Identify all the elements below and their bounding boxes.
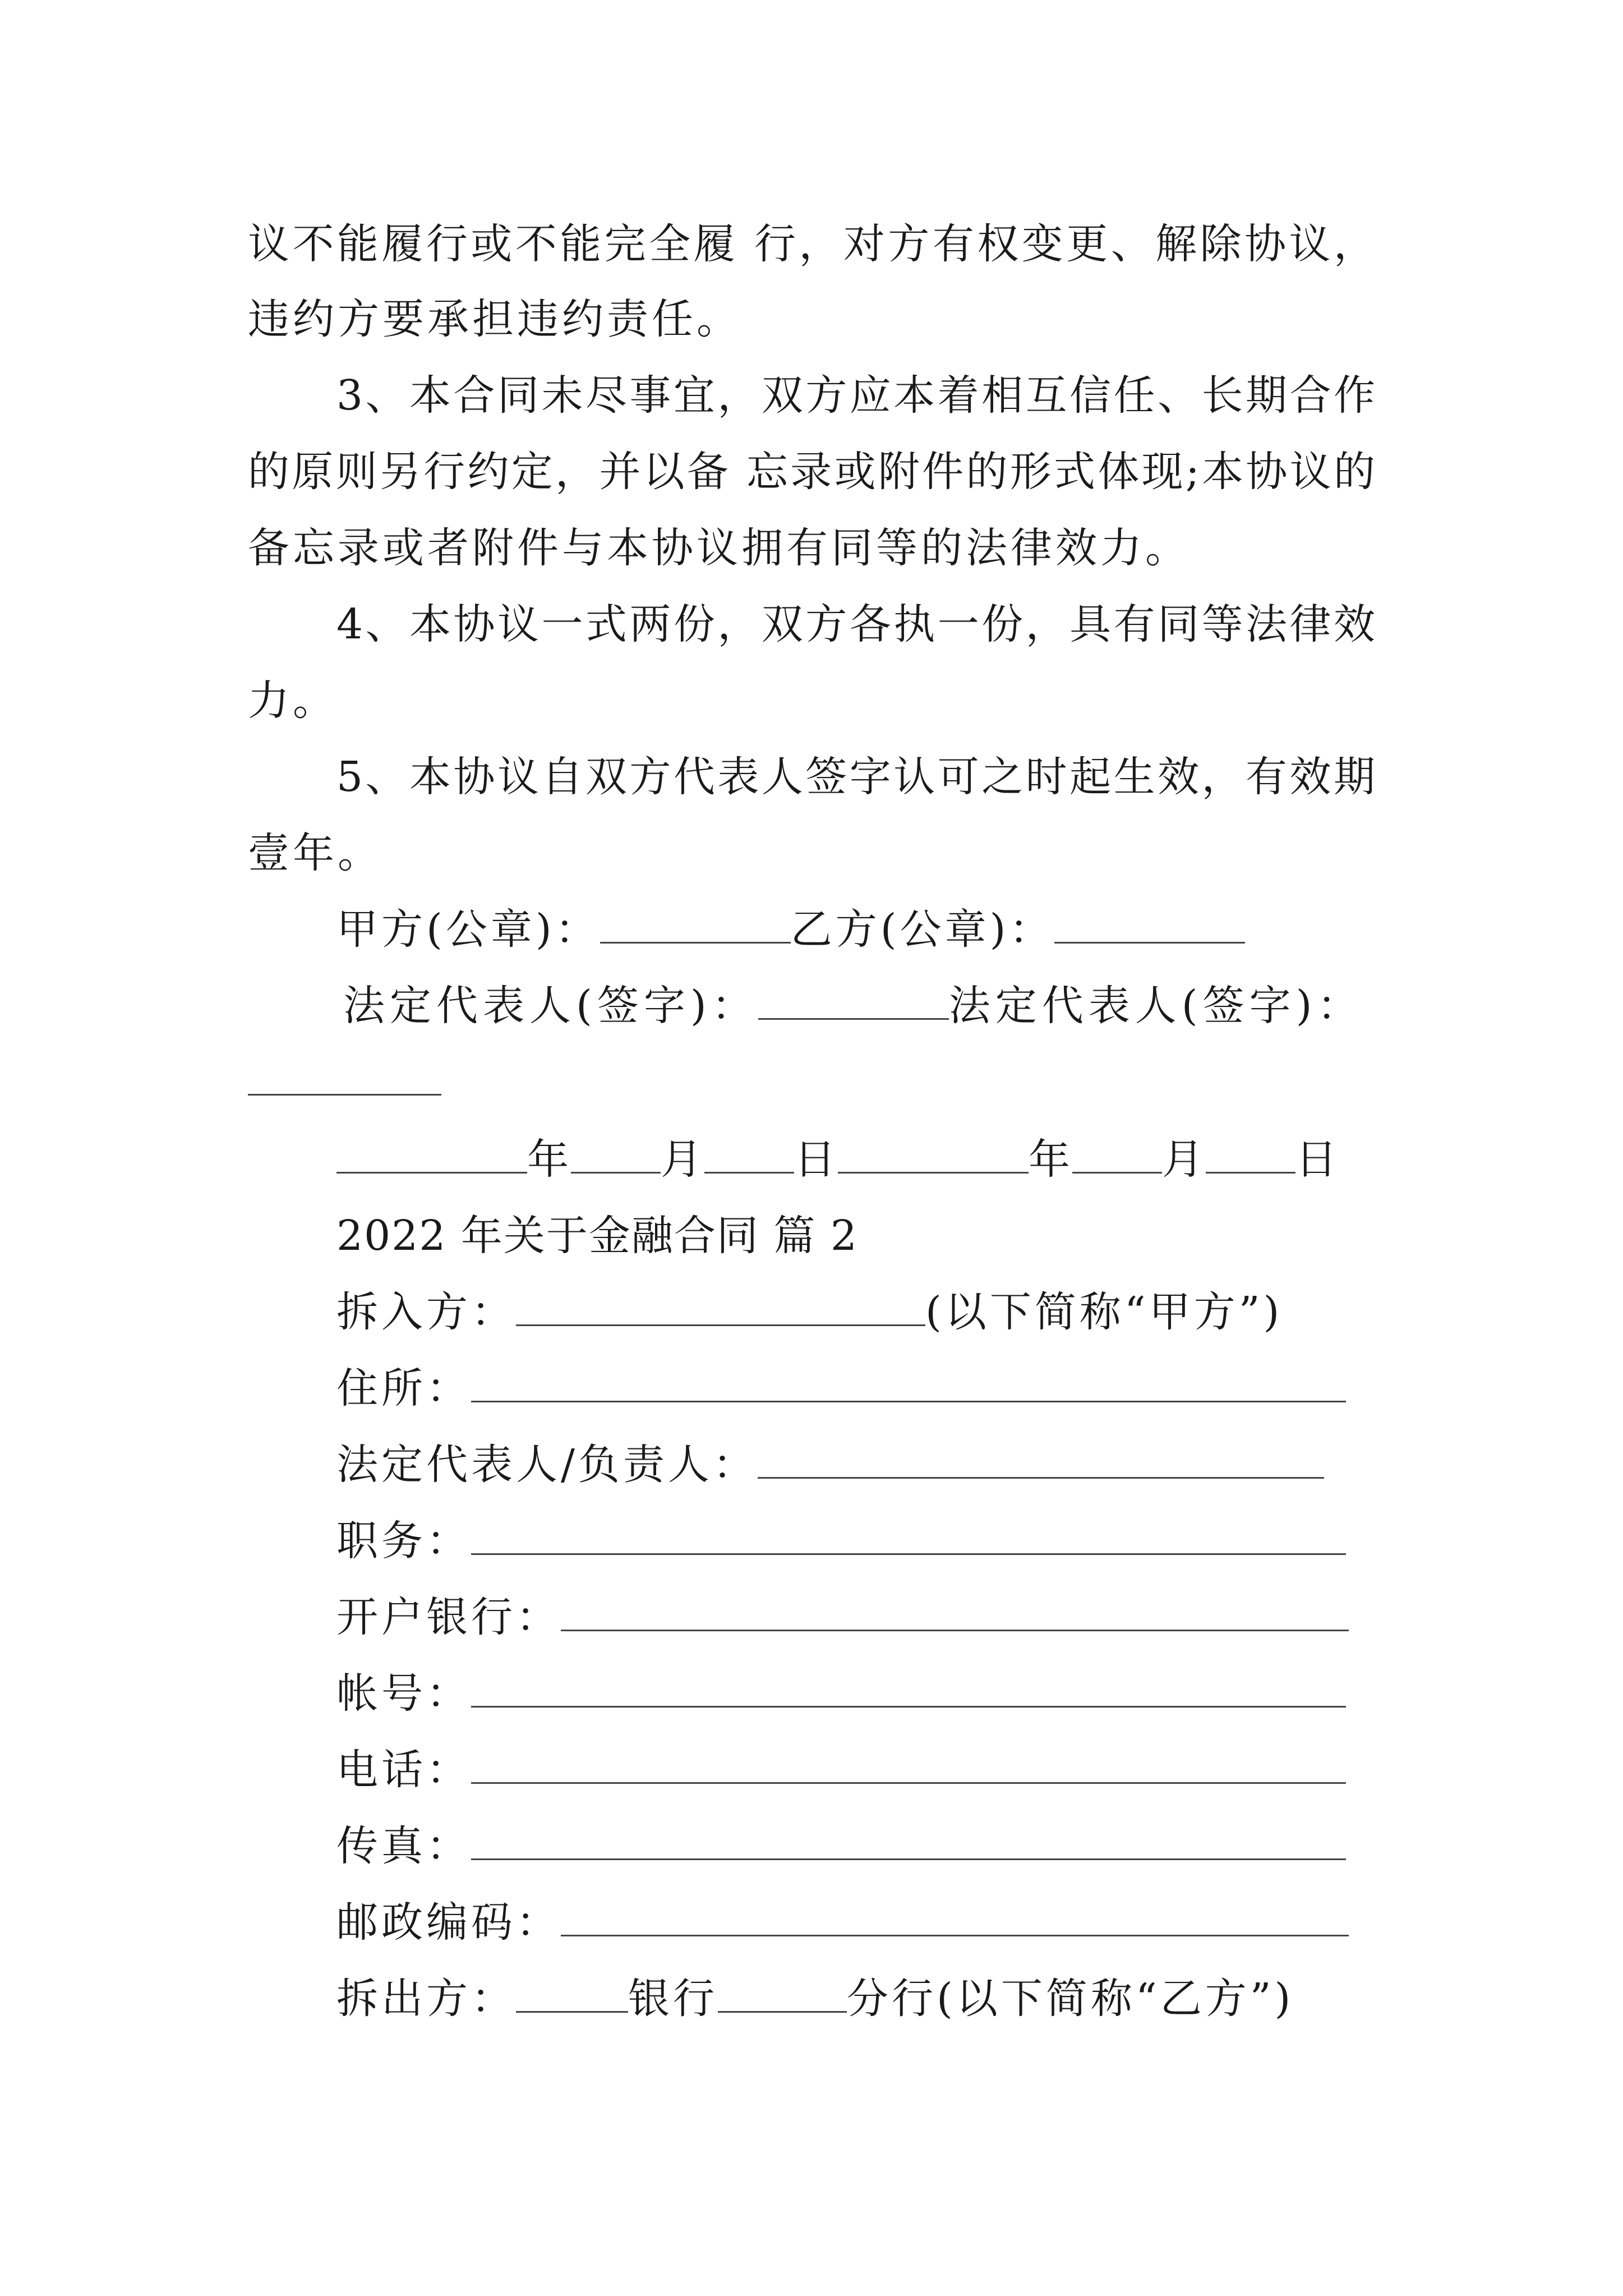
- fax-label: 传真：: [336, 1822, 471, 1870]
- rep-a-blank[interactable]: [758, 986, 949, 1020]
- bank-label: 开户银行：: [336, 1593, 561, 1641]
- account-blank[interactable]: [471, 1673, 1346, 1708]
- date-a-year-blank[interactable]: [336, 1139, 527, 1174]
- legal-rep-label: 法定代表人/负责人：: [336, 1441, 758, 1489]
- date-line: [336, 1135, 1339, 1184]
- year-label: 年: [1029, 1135, 1072, 1184]
- address-line: [336, 1364, 1346, 1412]
- lender-label: 拆出方：: [336, 1975, 516, 2023]
- clause-5-line: 壹年。: [248, 829, 382, 877]
- clause-3-line: 3、本合同未尽事宜，双方应本着相互信任、长期合作: [336, 371, 1375, 420]
- postcode-blank[interactable]: [561, 1902, 1349, 1936]
- fax-line: [336, 1822, 1346, 1870]
- party-a-seal-label: 甲方(公章)：: [336, 905, 600, 954]
- date-a-month-blank[interactable]: [571, 1139, 661, 1174]
- month-label: 月: [1162, 1135, 1206, 1184]
- date-b-day-blank[interactable]: [1206, 1139, 1295, 1174]
- lender-branch-label: 分行(以下简称“乙方”): [847, 1975, 1294, 2023]
- year-label: 年: [527, 1135, 571, 1184]
- clause-4-line: 4、本协议一式两份，双方各执一份，具有同等法律效: [336, 600, 1375, 648]
- account-line: [336, 1669, 1346, 1718]
- date-b-year-blank[interactable]: [838, 1139, 1029, 1174]
- clause-3-line: 的原则另行约定，并以备 忘录或附件的形式体现;本协议的: [248, 448, 1375, 496]
- position-blank[interactable]: [471, 1521, 1346, 1555]
- borrower-suffix: (以下简称“甲方”): [925, 1288, 1283, 1336]
- paragraph-line: 违约方要承担违约责任。: [248, 295, 741, 343]
- postcode-line: [336, 1898, 1349, 1947]
- legal-rep-blank[interactable]: [758, 1444, 1324, 1479]
- rep-b-blank[interactable]: [248, 1094, 441, 1096]
- day-label: 日: [1295, 1135, 1339, 1184]
- borrower-blank[interactable]: [516, 1292, 925, 1326]
- borrower-line: [336, 1288, 1283, 1336]
- position-label: 职务：: [336, 1517, 471, 1565]
- date-a-day-blank[interactable]: [704, 1139, 794, 1174]
- address-blank[interactable]: [471, 1368, 1346, 1402]
- phone-label: 电话：: [336, 1746, 471, 1794]
- day-label: 日: [794, 1135, 838, 1184]
- position-line: [336, 1517, 1346, 1565]
- representative-line: [343, 982, 1364, 1030]
- rep-b-label: 法定代表人(签字)：: [948, 982, 1364, 1030]
- lender-bank-blank[interactable]: [516, 1978, 628, 2013]
- postcode-label: 邮政编码：: [336, 1898, 561, 1947]
- date-b-month-blank[interactable]: [1072, 1139, 1162, 1174]
- lender-line: [336, 1975, 1294, 2023]
- lender-branch-blank[interactable]: [718, 1978, 847, 2013]
- lender-bank-label: 银行: [628, 1975, 718, 2023]
- paragraph-line: 议不能履行或不能完全履 行，对方有权变更、解除协议，: [248, 220, 1375, 268]
- address-label: 住所：: [336, 1364, 471, 1412]
- account-label: 帐号：: [336, 1669, 471, 1718]
- phone-line: [336, 1746, 1346, 1794]
- month-label: 月: [661, 1135, 704, 1184]
- section-title: 2022 年关于金融合同 篇 2: [336, 1212, 858, 1260]
- bank-line: [336, 1593, 1349, 1641]
- legal-rep-line: [336, 1441, 1324, 1489]
- seal-line: [336, 905, 1245, 954]
- clause-4-line: 力。: [248, 677, 338, 725]
- party-b-seal-label: 乙方(公章)：: [790, 905, 1054, 954]
- phone-blank[interactable]: [471, 1750, 1346, 1784]
- fax-blank[interactable]: [471, 1826, 1346, 1860]
- clause-3-line: 备忘录或者附件与本协议拥有同等的法律效力。: [248, 524, 1190, 572]
- party-b-seal-blank[interactable]: [1054, 909, 1245, 944]
- clause-5-line: 5、本协议自双方代表人签字认可之时起生效，有效期: [336, 753, 1375, 801]
- party-a-seal-blank[interactable]: [600, 909, 791, 944]
- bank-blank[interactable]: [561, 1597, 1349, 1631]
- borrower-label: 拆入方：: [336, 1288, 516, 1336]
- rep-a-label: 法定代表人(签字)：: [343, 982, 758, 1030]
